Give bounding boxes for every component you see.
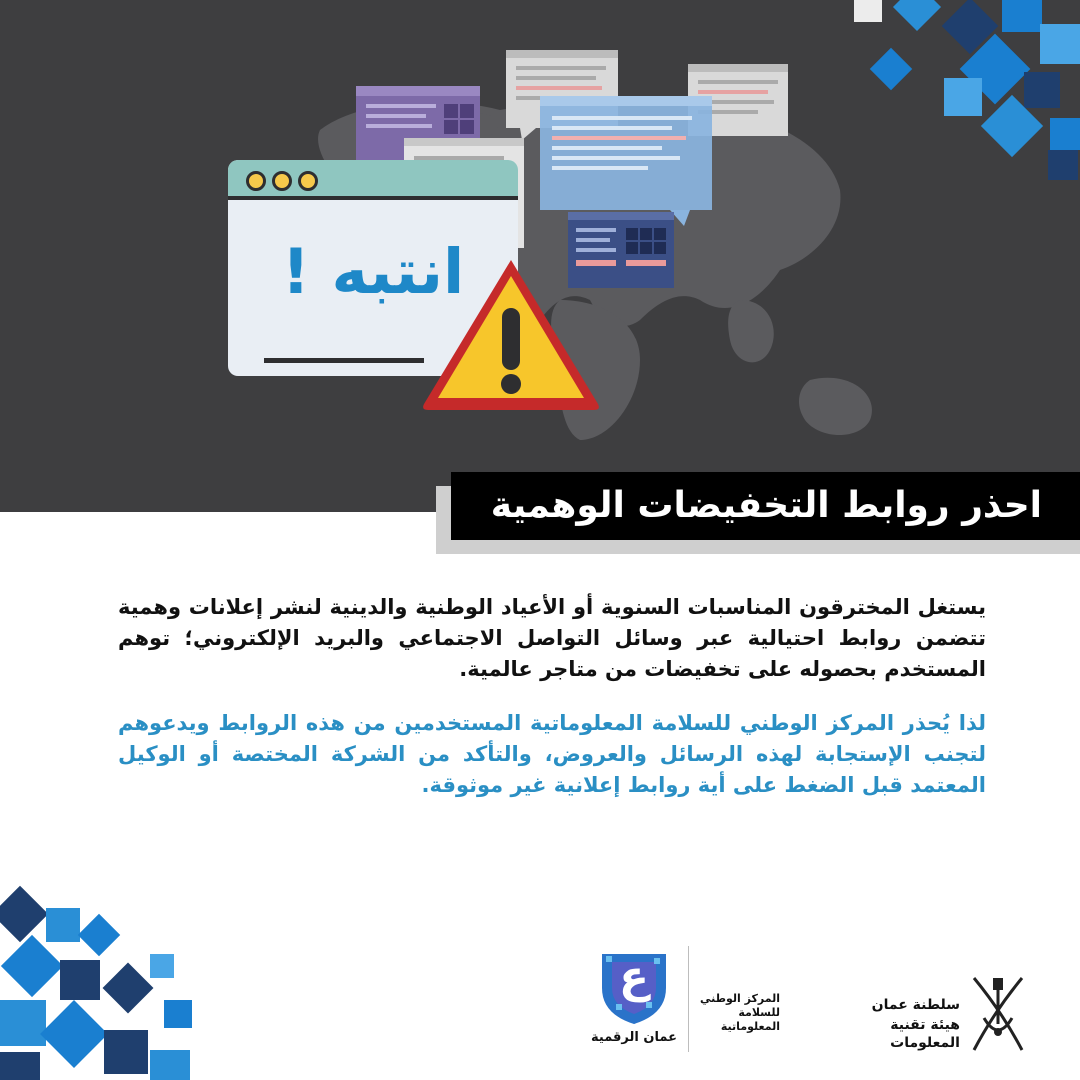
hero-illustration (0, 0, 1080, 512)
logo-divider (688, 946, 689, 1052)
alert-word: انتبه ! (281, 235, 465, 308)
digital-oman-logo (592, 944, 676, 1026)
browser-footer-line (264, 358, 424, 363)
oman-emblem-icon (962, 972, 1034, 1056)
digital-oman-glyph: ع (618, 952, 650, 1003)
window-dot-icon (298, 171, 318, 191)
ncsc-name-line: المركز الوطني (700, 992, 780, 1005)
oman-gov-name-line: هيئة تقنية المعلومات (890, 1017, 960, 1051)
pixel-mosaic-decoration (0, 880, 200, 1080)
warning-triangle-icon (418, 252, 604, 416)
ncsc-name-line: للسلامة المعلوماتية (720, 1006, 780, 1033)
digital-oman-label: عمان الرقمية (591, 1030, 677, 1045)
window-dot-icon (272, 171, 292, 191)
window-dot-icon (246, 171, 266, 191)
warning-paragraph: لذا يُحذر المركز الوطني للسلامة المعلوماتية المستخدمين من هذه الروابط ويدعوهم لتجنب الإستجابة لهذه الرسائل والعروض، والتأكد من الشركة المختصة أو الوكيل المعتمد قبل الضغط على أية روابط إعلانية غير موثوقة. (118, 711, 986, 797)
intro-paragraph: يستغل المخترقون المناسبات السنوية أو الأعياد الوطنية والدينية لنشر إعلانات وهمية تتضمن روابط احتيالية عبر وسائل التواصل الاجتماعي والبريد الإلكتروني؛ توهم المستخدم بحصوله على تخفيضات من متاجر عالمية. (118, 595, 986, 681)
oman-gov-name-line: سلطنة عمان (871, 997, 960, 1013)
pixel-mosaic-decoration (840, 0, 1080, 200)
page-title: احذر روابط التخفيضات الوهمية (451, 472, 1080, 540)
